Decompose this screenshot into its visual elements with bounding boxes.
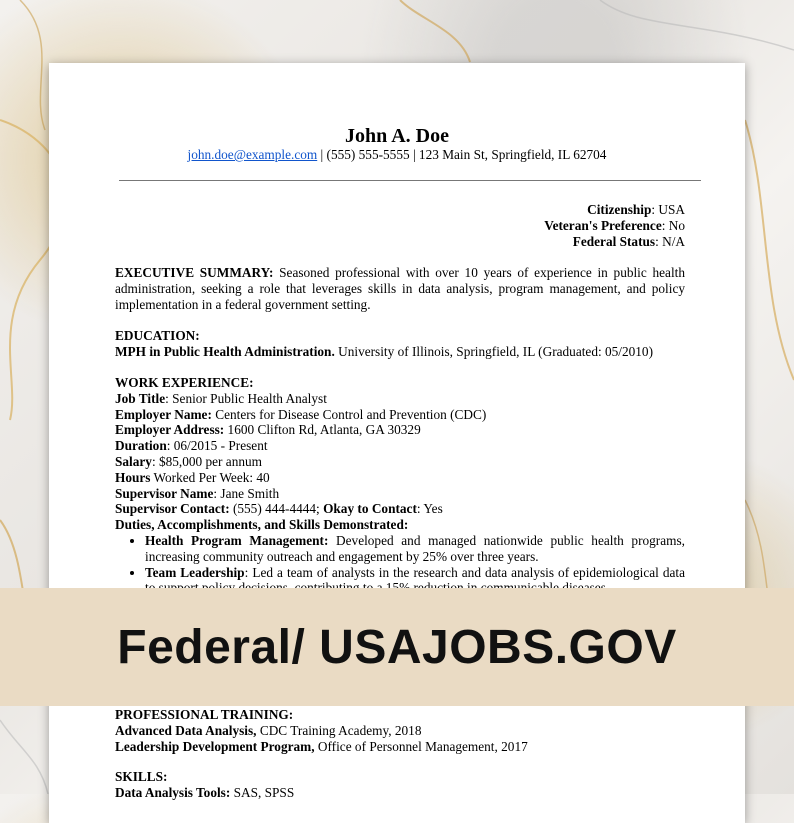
- resume-name: John A. Doe: [345, 125, 449, 147]
- federal-status-label: Federal Status: [572, 234, 656, 249]
- summary-text: Seasoned professional with over 10 years of experience in public health administration, seeking a role that leverages skills in data analysis, program management, and policy implementation in a federal government setting.: [115, 265, 685, 312]
- job-field-value: : 06/2015 - Present: [166, 438, 268, 454]
- header-divider: [119, 180, 701, 181]
- duty-text: : Led a team of analysts in the research and data analysis of epidemiological data: [244, 564, 685, 580]
- veteran-label: Veteran's Preference: [544, 218, 662, 233]
- job-field: [115, 391, 685, 407]
- training-label: Leadership Development Program,: [115, 738, 315, 754]
- job-field: [115, 454, 685, 470]
- duty-label: Team Leadership: [145, 564, 245, 580]
- job-field-label: Salary: [115, 453, 152, 469]
- duty-label: Health Program Management:: [145, 532, 329, 548]
- job-field-value: 1600 Clifton Rd, Atlanta, GA 30329: [224, 422, 421, 438]
- job-field-label: Employer Address:: [115, 422, 225, 438]
- citizenship-value: : USA: [651, 202, 685, 217]
- job-field-label: Employer Name:: [115, 406, 212, 422]
- supervisor-contact: [115, 501, 685, 517]
- contact-details: | (555) 555-5555 | 123 Main St, Springfield, IL 62704: [317, 147, 607, 162]
- status-block: [544, 202, 685, 250]
- job-field-value: Worked Per Week: 40: [150, 469, 270, 485]
- duty-text: Developed and managed nationwide public health programs, increasing community outreach and engagement by 25% over three years.: [145, 532, 685, 564]
- executive-summary: [115, 265, 685, 312]
- job-field: [115, 470, 685, 486]
- education-heading: EDUCATION:: [115, 328, 200, 343]
- job-field-value: : Jane Smith: [213, 485, 280, 501]
- job-field-label: Hours: [115, 469, 151, 485]
- citizenship-label: Citizenship: [587, 202, 652, 217]
- job-field-value: : Senior Public Health Analyst: [165, 390, 327, 406]
- email-link[interactable]: john.doe@example.com: [187, 147, 318, 162]
- training-item: [115, 723, 685, 739]
- skills-value: SAS, SPSS: [230, 784, 295, 800]
- okay-to-contact-label: Okay to Contact: [323, 501, 417, 517]
- job-field: [115, 438, 685, 454]
- work-heading: WORK EXPERIENCE:: [115, 375, 254, 390]
- federal-status-value: : N/A: [655, 234, 685, 249]
- banner-title: Federal/ USAJOBS.GOV: [117, 620, 677, 674]
- job-field-value: Centers for Disease Control and Prevention (CDC): [211, 406, 487, 422]
- job-field: [115, 486, 685, 502]
- supervisor-contact-value: (555) 444-4444;: [229, 501, 324, 517]
- duties-list: [115, 533, 685, 596]
- training-item: [115, 739, 685, 755]
- degree-title: MPH in Public Health Administration.: [115, 343, 335, 359]
- list-item: [145, 533, 685, 565]
- supervisor-contact-label: Supervisor Contact:: [115, 501, 230, 517]
- education-section: [115, 328, 685, 360]
- okay-to-contact-value: : Yes: [416, 501, 443, 517]
- job-field-value: : $85,000 per annum: [151, 453, 262, 469]
- job-field-label: Duration: [115, 438, 167, 454]
- job-field: [115, 422, 685, 438]
- degree-details: University of Illinois, Springfield, IL (Graduated: 05/2010): [334, 343, 653, 359]
- training-value: Office of Personnel Management, 2017: [314, 738, 528, 754]
- skills-item: [115, 785, 685, 801]
- skills-heading: SKILLS:: [115, 769, 168, 784]
- contact-line: [49, 147, 745, 163]
- skills-label: Data Analysis Tools:: [115, 784, 231, 800]
- training-heading: PROFESSIONAL TRAINING:: [115, 707, 294, 722]
- work-experience-section: [115, 375, 685, 596]
- job-field-label: Job Title: [115, 390, 166, 406]
- resume-page: [49, 63, 745, 823]
- veteran-value: : No: [661, 218, 685, 233]
- training-label: Advanced Data Analysis,: [115, 722, 257, 738]
- title-banner: [0, 588, 794, 706]
- training-value: CDC Training Academy, 2018: [256, 722, 422, 738]
- duties-heading: Duties, Accomplishments, and Skills Demonstrated:: [115, 517, 409, 533]
- summary-heading: EXECUTIVE SUMMARY:: [115, 265, 274, 280]
- job-field: [115, 407, 685, 423]
- skills-section: [115, 769, 685, 801]
- job-field-label: Supervisor Name: [115, 485, 214, 501]
- training-section: [115, 707, 685, 754]
